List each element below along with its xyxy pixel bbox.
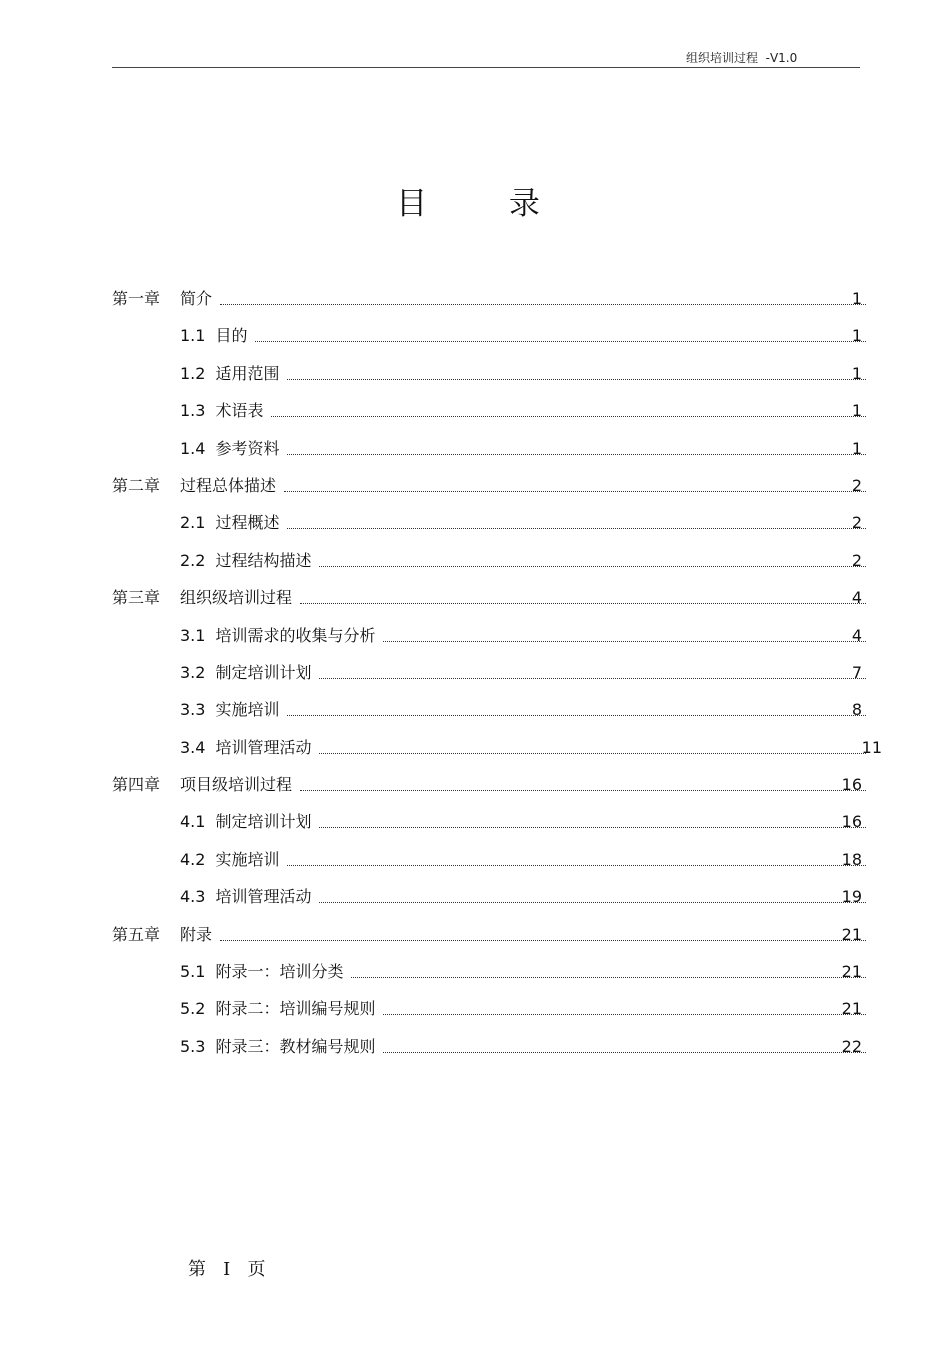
dot-leader: [351, 977, 866, 978]
toc-entry-label: 术语表: [215, 401, 264, 421]
toc-section-entry[interactable]: [0, 511, 950, 548]
toc-entry-title: [180, 324, 251, 348]
toc-entry-body: [180, 399, 866, 423]
toc-entry-title: [180, 287, 216, 311]
dot-leader: [319, 902, 866, 903]
toc-section-number: 1.4: [180, 438, 206, 458]
toc-chapter-entry[interactable]: [0, 474, 950, 511]
dot-leader: [383, 641, 866, 642]
toc-entry-body: [180, 474, 866, 498]
dot-leader: [319, 678, 866, 679]
toc-page-number: 16: [841, 775, 862, 795]
dot-leader: [319, 827, 866, 828]
toc-page-number: 18: [841, 849, 862, 869]
toc-entry-title: [180, 848, 283, 872]
toc-entry-title: [180, 549, 315, 573]
toc-entry-title: [180, 997, 379, 1021]
toc-chapter-number: 第四章: [112, 775, 161, 795]
toc-section-entry[interactable]: [0, 661, 950, 698]
dot-leader: [287, 865, 866, 866]
toc-section-number: 3.1: [180, 625, 206, 645]
toc-entry-title: [180, 810, 315, 834]
dot-leader: [287, 454, 866, 455]
toc-section-number: 5.1: [180, 962, 206, 982]
toc-entry-label: 适用范围: [215, 363, 280, 383]
toc-entry-label: 附录二：培训编号规则: [215, 999, 376, 1019]
toc-entry-body: [180, 997, 866, 1021]
toc-section-number: 2.2: [180, 550, 206, 570]
toc-entry-label: 目的: [215, 326, 248, 346]
toc-entry-body: [180, 736, 866, 760]
toc-entry-title: [180, 586, 296, 610]
toc-entry-body: [180, 437, 866, 461]
toc-page-number: 22: [841, 1036, 862, 1056]
toc-entry-label: 参考资料: [215, 438, 280, 458]
toc-entry-label: 附录一：培训分类: [215, 962, 344, 982]
toc-section-entry[interactable]: [0, 848, 950, 885]
toc-entry-label: 培训管理活动: [215, 887, 312, 907]
toc-section-entry[interactable]: [0, 437, 950, 474]
toc-chapter-number: 第一章: [112, 289, 161, 308]
toc-entry-label: 过程概述: [215, 513, 280, 533]
toc-section-entry[interactable]: [0, 399, 950, 436]
toc-entry-label: 附录: [180, 924, 213, 944]
toc-entry-label: 制定培训计划: [215, 812, 312, 832]
toc-entry-title: [180, 624, 379, 648]
toc-entry-label: 实施培训: [215, 849, 280, 869]
toc-page-number: 2: [851, 475, 862, 495]
toc-entry-title: [180, 960, 347, 984]
toc-entry-label: 项目级培训过程: [180, 775, 293, 795]
toc-section-entry[interactable]: [0, 885, 950, 922]
toc-entry-title: [180, 511, 283, 535]
header-divider: [112, 67, 860, 68]
toc-chapter-entry[interactable]: [0, 773, 950, 810]
toc-entry-title: [180, 474, 280, 498]
toc-page-number: 1: [851, 289, 862, 308]
toc-chapter-entry[interactable]: [0, 586, 950, 623]
toc-section-entry[interactable]: [0, 624, 950, 661]
dot-leader: [220, 304, 866, 305]
toc-page-number: 21: [841, 924, 862, 944]
dot-leader: [319, 566, 866, 567]
dot-leader: [300, 790, 866, 791]
toc-entry-body: [180, 624, 866, 648]
toc-chapter-number: 第五章: [112, 924, 161, 944]
toc-entry-title: [180, 661, 315, 685]
toc-entry-body: [180, 549, 866, 573]
toc-chapter-number: 第三章: [112, 588, 161, 608]
toc-entry-body: [180, 324, 866, 348]
dot-leader: [383, 1052, 866, 1053]
toc-page-number: 1: [851, 326, 862, 346]
toc-chapter-number: 第二章: [112, 475, 161, 495]
toc-entry-label: 实施培训: [215, 700, 280, 720]
toc-entry-title: [180, 698, 283, 722]
toc-entry-body: [180, 923, 866, 947]
toc-entry-body: [180, 698, 866, 722]
toc-section-number: 1.3: [180, 401, 206, 421]
dot-leader: [287, 379, 866, 380]
dot-leader: [220, 940, 866, 941]
dot-leader: [287, 528, 866, 529]
toc-page-number: 1: [851, 363, 862, 383]
toc-section-number: 5.2: [180, 999, 206, 1019]
toc-entry-label: 过程结构描述: [215, 550, 312, 570]
toc-entry-body: [180, 885, 866, 909]
toc-entry-body: [180, 362, 866, 386]
toc-entry-label: 简介: [180, 289, 213, 308]
toc-page-number: 16: [841, 812, 862, 832]
toc-section-number: 3.2: [180, 662, 206, 682]
toc-entry-title: [180, 885, 315, 909]
toc-chapter-entry[interactable]: [0, 287, 950, 324]
toc-section-entry[interactable]: [0, 736, 950, 773]
dot-leader: [319, 753, 866, 754]
page-title: 目 录: [396, 186, 576, 222]
toc-entry-body: [180, 586, 866, 610]
toc-entry-body: [180, 511, 866, 535]
toc-entry-title: [180, 399, 267, 423]
toc-entry-label: 过程总体描述: [180, 475, 277, 495]
toc-page-number: 7: [851, 662, 862, 682]
toc-page-number: 8: [851, 700, 862, 720]
toc-section-number: 4.2: [180, 849, 206, 869]
toc-entry-body: [180, 1035, 866, 1059]
toc-section-entry[interactable]: [0, 997, 950, 1034]
toc-page-number: 1: [851, 438, 862, 458]
toc-section-number: 1.1: [180, 326, 206, 346]
dot-leader: [287, 715, 866, 716]
table-of-contents: [0, 287, 950, 1072]
toc-entry-body: [180, 773, 866, 797]
toc-entry-label: 组织级培训过程: [180, 588, 293, 608]
toc-entry-label: 附录三：教材编号规则: [215, 1036, 376, 1056]
dot-leader: [300, 603, 866, 604]
toc-section-entry[interactable]: [0, 698, 950, 735]
toc-section-number: 4.1: [180, 812, 206, 832]
toc-entry-body: [180, 287, 866, 311]
toc-entry-title: [180, 362, 283, 386]
toc-page-number: 2: [851, 513, 862, 533]
toc-entry-title: [180, 736, 315, 760]
toc-entry-title: [180, 773, 296, 797]
toc-section-number: 5.3: [180, 1036, 206, 1056]
dot-leader: [284, 491, 866, 492]
dot-leader: [383, 1014, 866, 1015]
running-header: 组织培训过程 -V1.0: [686, 51, 798, 65]
dot-leader: [255, 341, 866, 342]
toc-section-entry[interactable]: [0, 810, 950, 847]
toc-section-entry[interactable]: [0, 362, 950, 399]
toc-entry-title: [180, 437, 283, 461]
toc-section-number: 1.2: [180, 363, 206, 383]
page-footer: 第 I 页: [188, 1259, 266, 1280]
toc-entry-body: [180, 810, 866, 834]
toc-entry-body: [180, 960, 866, 984]
toc-section-number: 3.3: [180, 700, 206, 720]
toc-page-number: 1: [851, 401, 862, 421]
toc-entry-label: 制定培训计划: [215, 662, 312, 682]
toc-entry-title: [180, 1035, 379, 1059]
dot-leader: [271, 416, 866, 417]
toc-page-number: 21: [841, 962, 862, 982]
toc-entry-body: [180, 661, 866, 685]
toc-section-entry[interactable]: [0, 1035, 950, 1072]
toc-entry-title: [180, 923, 216, 947]
toc-page-number: 21: [841, 999, 862, 1019]
toc-page-number: 4: [851, 588, 862, 608]
toc-entry-label: 培训需求的收集与分析: [215, 625, 376, 645]
toc-page-number: 4: [851, 625, 862, 645]
toc-entry-body: [180, 848, 866, 872]
toc-section-number: 3.4: [180, 737, 206, 757]
toc-section-entry[interactable]: [0, 549, 950, 586]
toc-section-number: 2.1: [180, 513, 206, 533]
toc-page-number: 11: [861, 737, 882, 757]
toc-entry-label: 培训管理活动: [215, 737, 312, 757]
toc-section-number: 4.3: [180, 887, 206, 907]
toc-chapter-entry[interactable]: [0, 923, 950, 960]
toc-page-number: 2: [851, 550, 862, 570]
toc-page-number: 19: [841, 887, 862, 907]
toc-section-entry[interactable]: [0, 960, 950, 997]
toc-section-entry[interactable]: [0, 324, 950, 361]
